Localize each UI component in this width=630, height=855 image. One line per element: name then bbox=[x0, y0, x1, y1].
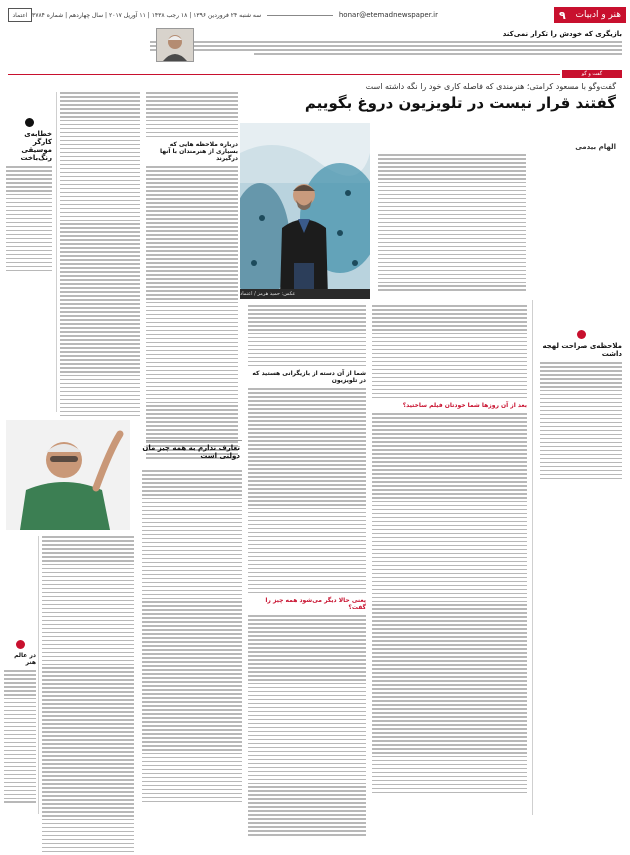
editorial-strip bbox=[150, 30, 622, 64]
side-note-title: در عالم هنر bbox=[14, 652, 36, 666]
lead-column bbox=[378, 154, 526, 293]
masthead bbox=[4, 6, 626, 24]
question-heading: درباره ملاحظه هایی که بسیاری از هنرمندان با آنها درگیرند bbox=[159, 141, 238, 163]
secondary-photo bbox=[6, 420, 130, 530]
side-note-bottom bbox=[4, 640, 36, 805]
byline: الهام بیدمی bbox=[575, 143, 616, 151]
body-column-3 bbox=[248, 305, 366, 838]
article-supertitle: گفت‌وگو با مسعود کرامتی؛ هنرمندی که فاصله کاری خود را نگه داشته است bbox=[365, 82, 616, 91]
body-column-1 bbox=[60, 92, 140, 419]
photo-caption: عکس: حمید هرمز / اعتماد bbox=[240, 289, 370, 299]
side-note-right bbox=[540, 330, 622, 482]
kicker-rule bbox=[8, 74, 560, 75]
body-column-4 bbox=[372, 305, 527, 796]
side-note-left bbox=[6, 118, 52, 274]
note-bullet-icon bbox=[16, 640, 25, 649]
side-note-title: خطابه‌ی کارگر موسیقی رنگ‌باخت bbox=[20, 130, 52, 162]
note-bullet-icon bbox=[577, 330, 586, 339]
section-title: هنر و ادبیات bbox=[575, 10, 621, 20]
question-heading: شما از آن دسته از بازیگرانی هستید که در تلویزیون bbox=[252, 370, 366, 385]
question-heading: بعد از آن روزها شما خودتان فیلم ساختید؟ bbox=[402, 402, 527, 410]
body-column-5 bbox=[142, 470, 242, 805]
section-tab[interactable] bbox=[554, 7, 626, 23]
masthead-rule bbox=[267, 15, 333, 16]
dateline: سه شنبه ۲۴ فروردین ۱۳۹۶ | ۱۸ رجب ۱۴۳۸ | ۱۱ آوریل ۲۰۱۷ | سال چهاردهم | شماره ۳۷۸۴ bbox=[32, 11, 262, 19]
page-number: ۹ bbox=[559, 8, 566, 22]
columnist-photo bbox=[156, 28, 194, 62]
section-email[interactable]: honar@etemadnewspaper.ir bbox=[338, 11, 438, 19]
kicker-label: گفت و گو bbox=[562, 70, 622, 78]
main-photo bbox=[240, 123, 370, 298]
body-column-2 bbox=[146, 92, 238, 461]
newspaper-logo: اعتماد bbox=[8, 8, 32, 22]
article-headline: گفتند قرار نیست در تلویزیون دروغ بگوییم bbox=[304, 94, 616, 112]
box-heading: تعارف ندارم به همه چیز مان دولتی است bbox=[142, 444, 240, 460]
editorial-title: بازیگری که خودش را تکرار نمی‌کند bbox=[502, 30, 622, 38]
question-heading: یعنی حالا دیگر می‌شود همه چیز را گفت؟ bbox=[265, 597, 366, 612]
note-bullet-icon bbox=[25, 118, 34, 127]
side-note-title: ملاحظه‌ی صراحت لهجه داشت bbox=[542, 342, 622, 358]
body-column-6 bbox=[42, 536, 134, 855]
